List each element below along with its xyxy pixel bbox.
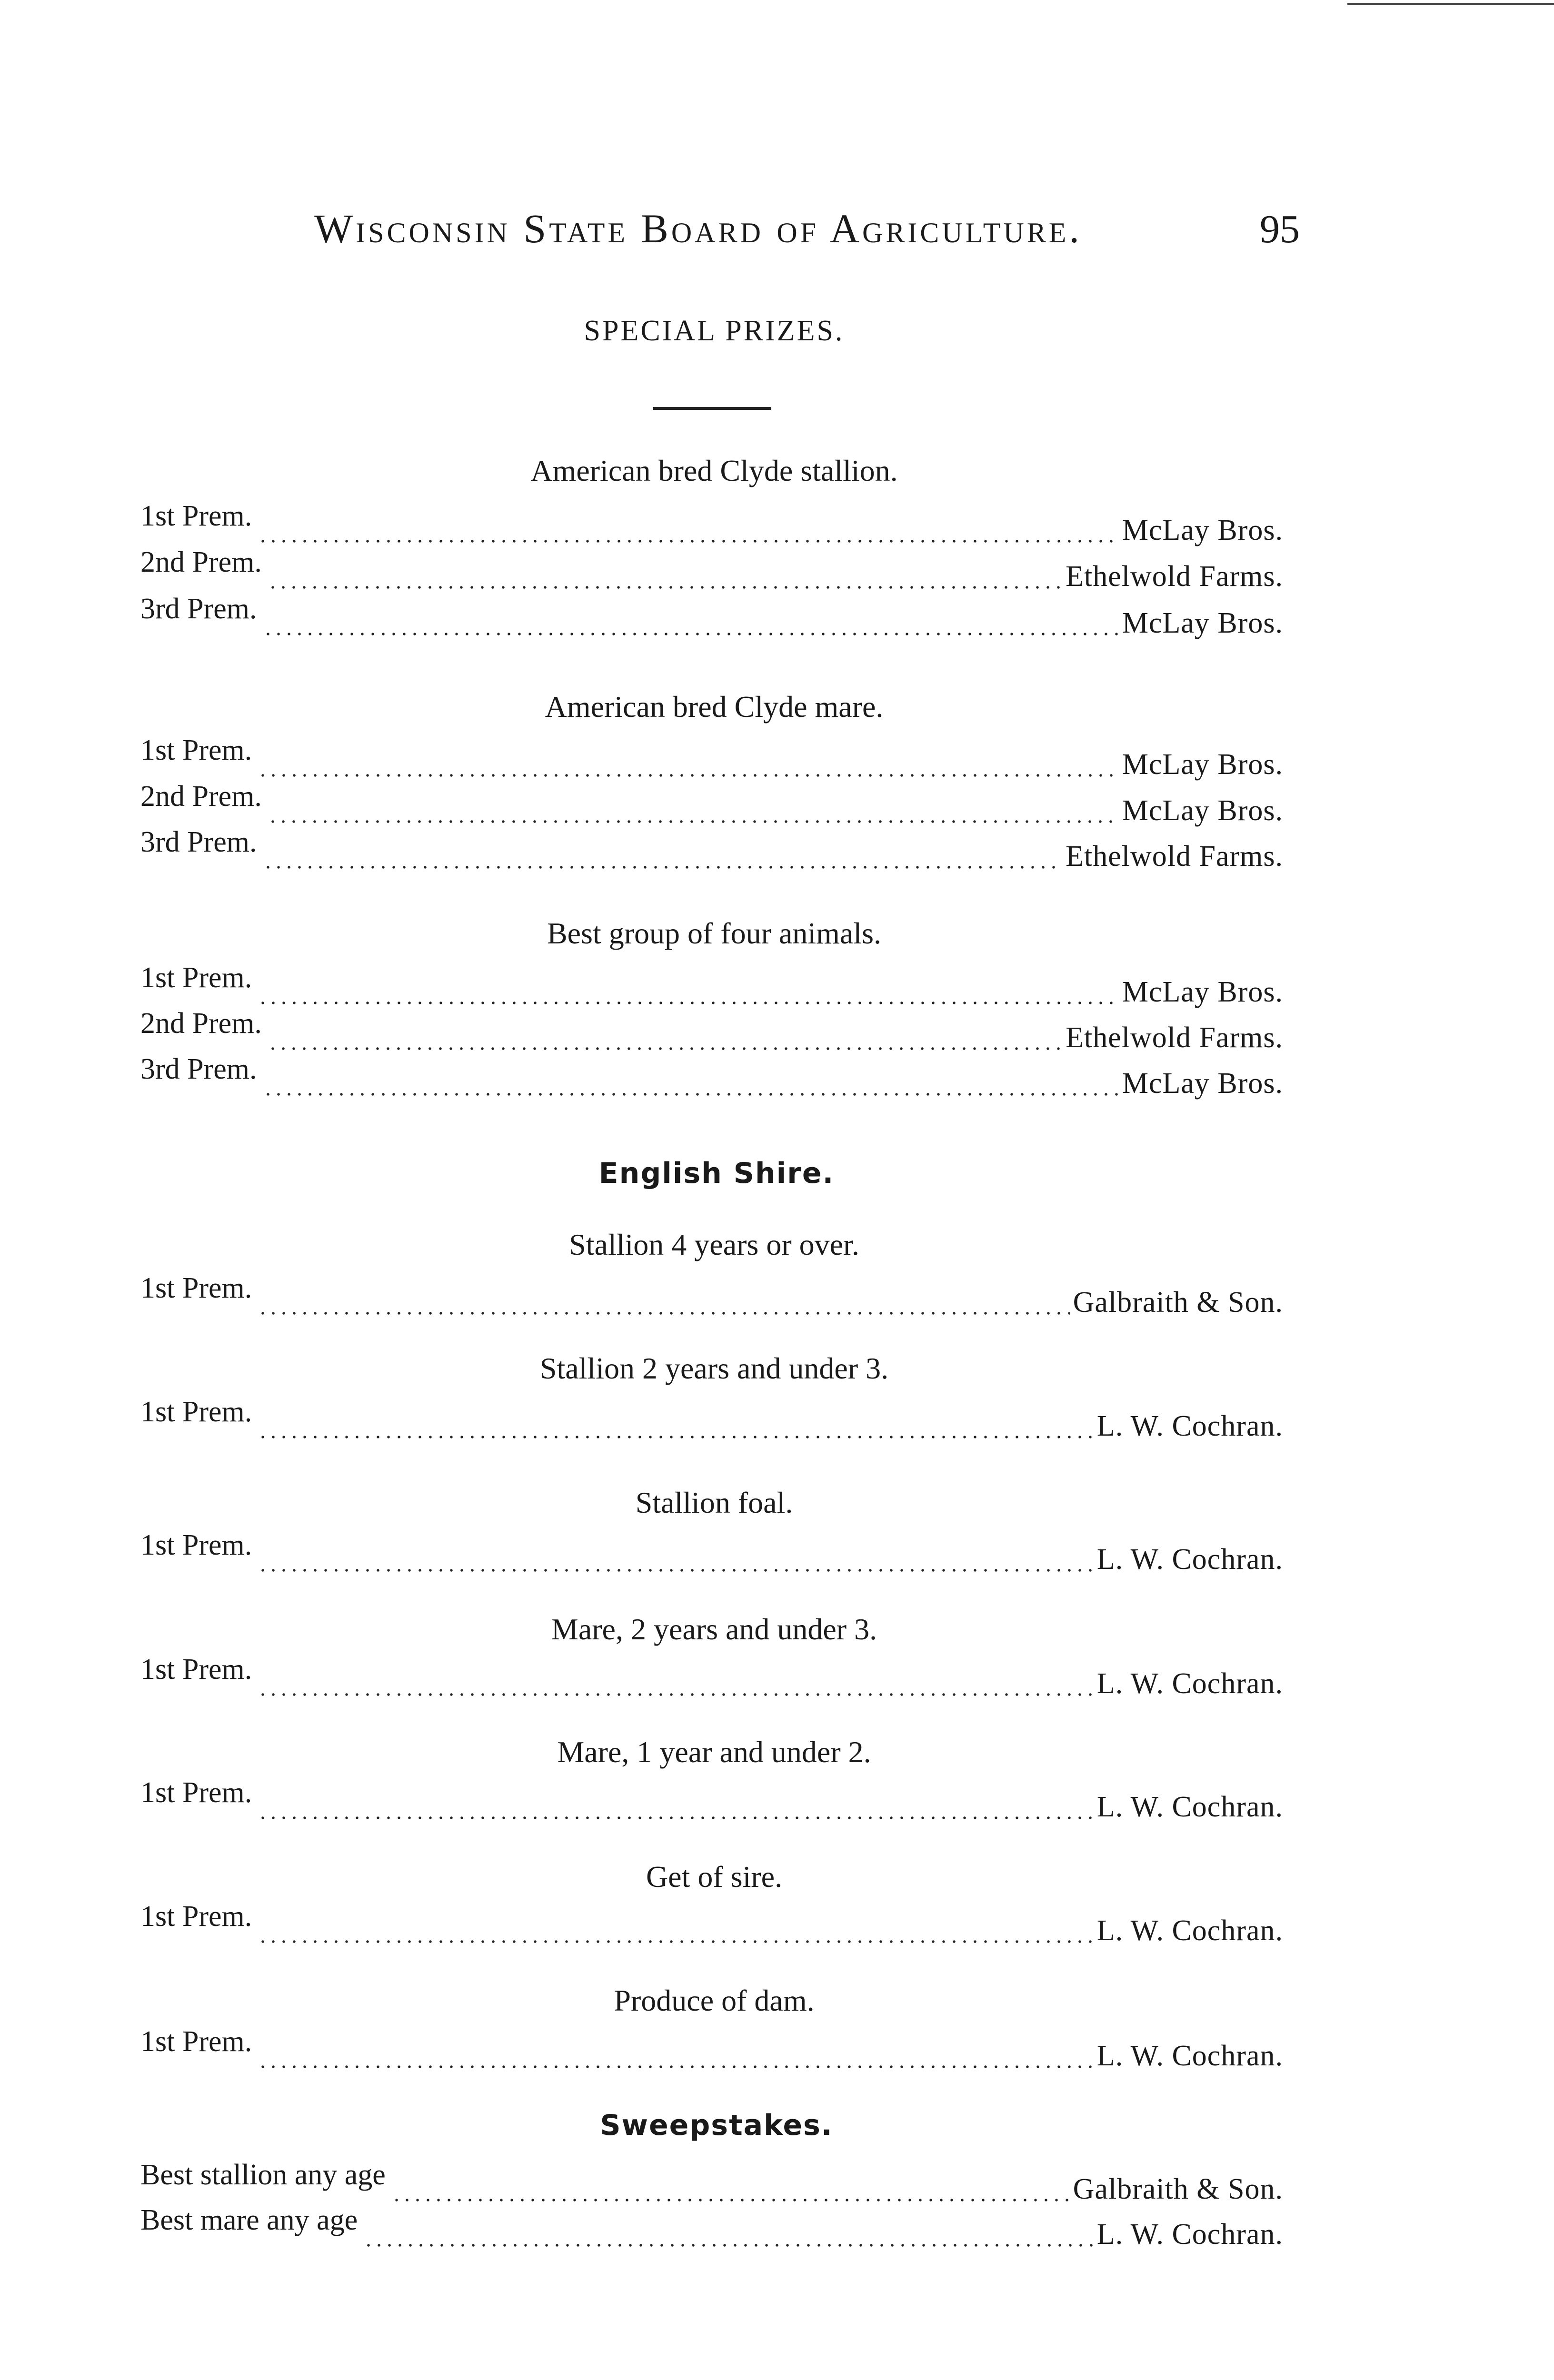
prize-entry bbox=[140, 2204, 1283, 2251]
dot-leader bbox=[268, 820, 1119, 823]
prize-entry bbox=[140, 1776, 1283, 1824]
dot-leader bbox=[258, 1693, 1094, 1696]
prize-winner: L. W. Cochran. bbox=[1096, 1914, 1283, 1947]
prize-label: 1st Prem. bbox=[140, 1529, 252, 1561]
prize-winner: McLay Bros. bbox=[1122, 607, 1283, 639]
prize-winner: Ethelwold Farms. bbox=[1066, 840, 1283, 873]
prize-entry bbox=[140, 2025, 1283, 2073]
prize-entry bbox=[140, 2159, 1283, 2206]
prize-label: Best stallion any age bbox=[140, 2159, 386, 2191]
prize-label: Best mare any age bbox=[140, 2204, 358, 2236]
prize-entry bbox=[140, 780, 1283, 828]
prize-winner: L. W. Cochran. bbox=[1096, 1543, 1283, 1576]
prize-entry bbox=[140, 1053, 1283, 1101]
title-rule bbox=[653, 407, 771, 410]
prize-winner: Galbraith & Son. bbox=[1073, 2173, 1283, 2205]
page-number: 95 bbox=[1260, 207, 1300, 251]
sweepstakes-heading: Sweepstakes. bbox=[600, 2109, 833, 2142]
prize-winner: Galbraith & Son. bbox=[1073, 1286, 1283, 1319]
dot-leader bbox=[263, 1093, 1119, 1096]
prize-entry bbox=[140, 1396, 1283, 1443]
prize-winner: McLay Bros. bbox=[1122, 1067, 1283, 1100]
prize-label: 2nd Prem. bbox=[140, 546, 262, 578]
class-heading: Get of sire. bbox=[646, 1860, 783, 1894]
prize-label: 3rd Prem. bbox=[140, 1053, 257, 1085]
running-head-title: Wisconsin State Board of Agriculture. bbox=[314, 206, 1082, 251]
class-heading: Mare, 2 years and under 3. bbox=[551, 1612, 877, 1646]
prize-label: 1st Prem. bbox=[140, 1396, 252, 1428]
prize-entry bbox=[140, 1007, 1283, 1055]
class-heading: Stallion foal. bbox=[635, 1486, 793, 1519]
breed-heading: English Shire. bbox=[598, 1157, 835, 1190]
prize-winner: Ethelwold Farms. bbox=[1066, 1021, 1283, 1054]
prize-label: 1st Prem. bbox=[140, 2025, 252, 2058]
class-heading: American bred Clyde mare. bbox=[545, 690, 884, 724]
prize-winner: L. W. Cochran. bbox=[1096, 1791, 1283, 1823]
prize-label: 3rd Prem. bbox=[140, 826, 257, 858]
prize-winner: Ethelwold Farms. bbox=[1066, 560, 1283, 593]
dot-leader bbox=[258, 774, 1119, 777]
prize-label: 2nd Prem. bbox=[140, 780, 262, 813]
scan-edge-line bbox=[1347, 3, 1554, 5]
prize-entry bbox=[140, 1900, 1283, 1948]
dot-leader bbox=[258, 540, 1119, 543]
class-heading: Mare, 1 year and under 2. bbox=[557, 1735, 871, 1769]
dot-leader bbox=[363, 2244, 1094, 2247]
prize-winner: McLay Bros. bbox=[1122, 976, 1283, 1008]
prize-label: 3rd Prem. bbox=[140, 593, 257, 625]
prize-label: 1st Prem. bbox=[140, 734, 252, 766]
prize-entry bbox=[140, 593, 1283, 640]
dot-leader bbox=[258, 1002, 1119, 1004]
prize-label: 1st Prem. bbox=[140, 1272, 252, 1304]
prize-winner: L. W. Cochran. bbox=[1096, 1667, 1283, 1700]
prize-label: 1st Prem. bbox=[140, 1900, 252, 1933]
section-title: SPECIAL PRIZES. bbox=[584, 315, 845, 347]
prize-entry bbox=[140, 1529, 1283, 1577]
dot-leader bbox=[258, 1940, 1094, 1943]
running-head bbox=[314, 205, 1300, 252]
dot-leader bbox=[268, 586, 1063, 589]
prize-label: 1st Prem. bbox=[140, 1653, 252, 1686]
prize-entry bbox=[140, 734, 1283, 782]
prize-label: 1st Prem. bbox=[140, 500, 252, 532]
prize-winner: McLay Bros. bbox=[1122, 514, 1283, 546]
prize-winner: L. W. Cochran. bbox=[1096, 2040, 1283, 2072]
prize-entry bbox=[140, 962, 1283, 1009]
prize-label: 2nd Prem. bbox=[140, 1007, 262, 1040]
prize-entry bbox=[140, 546, 1283, 594]
dot-leader bbox=[391, 2199, 1070, 2202]
prize-winner: L. W. Cochran. bbox=[1096, 1410, 1283, 1442]
dot-leader bbox=[258, 2065, 1094, 2068]
prize-winner: McLay Bros. bbox=[1122, 748, 1283, 781]
prize-entry bbox=[140, 1272, 1283, 1319]
prize-entry bbox=[140, 500, 1283, 547]
class-heading: Stallion 4 years or over. bbox=[569, 1228, 859, 1261]
prize-winner: McLay Bros. bbox=[1122, 794, 1283, 827]
dot-leader bbox=[263, 633, 1119, 635]
dot-leader bbox=[268, 1047, 1063, 1050]
class-heading: American bred Clyde stallion. bbox=[530, 454, 898, 487]
prize-entry bbox=[140, 1653, 1283, 1701]
class-heading: Stallion 2 years and under 3. bbox=[539, 1351, 889, 1385]
class-heading: Best group of four animals. bbox=[547, 916, 882, 950]
class-heading: Produce of dam. bbox=[614, 1983, 815, 2017]
prize-winner: L. W. Cochran. bbox=[1096, 2218, 1283, 2251]
prize-label: 1st Prem. bbox=[140, 1776, 252, 1809]
prize-entry bbox=[140, 826, 1283, 873]
dot-leader bbox=[258, 1569, 1094, 1572]
dot-leader bbox=[258, 1312, 1070, 1315]
dot-leader bbox=[258, 1816, 1094, 1819]
dot-leader bbox=[263, 866, 1063, 869]
dot-leader bbox=[258, 1436, 1094, 1438]
prize-label: 1st Prem. bbox=[140, 962, 252, 994]
